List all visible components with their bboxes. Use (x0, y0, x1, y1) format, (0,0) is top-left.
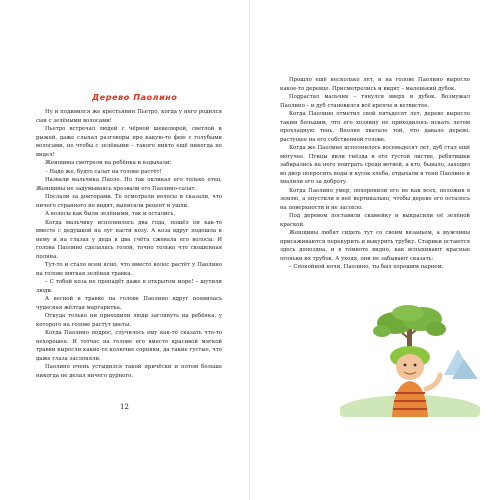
face (396, 354, 424, 380)
paragraph: Ну и подивился же крестьянин Пьетро, когда у него родился сын с зелёными волосами! (36, 109, 222, 124)
paragraph: Женщины смотрели на ребёнка и вздыхали: (45, 160, 172, 166)
striped-shirt (392, 381, 428, 417)
paragraph: Когда же Паолино исполнилось восемьдесят лет, дуб стал ещё могучее. Птицы вили гнёзда в его густой листве, ребятишки забирались на него поиграть среди ветвей, а кто, бывало, заходил во двор попросить воды и кусок хлеба, отдыхали в тени Паолино и хвалили его за доброту. (280, 145, 470, 185)
right-page (250, 0, 500, 500)
page-number: 12 (120, 403, 129, 411)
paragraph: Прошло ещё несколько лет, и на голове Паолино выросло какое-то деревце. Присмотрелись и видят – маленький дубок. (280, 77, 470, 92)
paragraph: Подрастал мальчик – тянулся вверх и дубок. Возмужал Паолино – и дуб становился всё крепче и ветвистее. (280, 94, 470, 109)
paragraph: А волосы как были зелёными, так и остались. (45, 211, 176, 217)
boy-with-tree-on-head-icon (340, 305, 480, 417)
paragraph: Паолино очень устыдился такой причёски и потом больше никогда не делал ничего дурного. (36, 364, 222, 379)
paragraph: Под деревом поставили скамейку и выкрасили её зелёной краской. (280, 213, 470, 228)
paragraph: Тут-то и стало всем ясно, что вместо волос растёт у Паолино на голове мягкая зелёная травка. (36, 262, 222, 277)
story-title: Дерево Паолино (92, 93, 178, 102)
paragraph: Назвали мальчика Паоло. Но так окликал его только отец. Женщины не задумываясь прозвали его Паолино-салат. (36, 177, 222, 192)
arm (426, 375, 440, 389)
paragraph: А весной в травке на голове Паолино вдруг появилась чудесная жёлтая маргаритка. (36, 296, 222, 311)
left-page-text (36, 108, 222, 380)
paragraph: Когда Паолино умер, похоронили его не как всех, положив в землю, а опустили в неё вертикально, чтобы дерево его осталось на поверхности и не засохло. (280, 187, 470, 211)
paragraph: Послали за докторами. Те осмотрели волосы и сказали, что ничего странного не видят, выписали рецепт и ушли. (36, 194, 222, 209)
paragraph: Когда мальчику исполнилось два года, пошёл он как-то вместе с дедушкой на луг пасти козу. А коза вдруг подошла к нему и на глазах у деда в два счёта сжевала его волосы. И голова Паолино сделалась голой, точно только что скошенная поляна. (36, 219, 222, 260)
paragraph: Пьетро встречал людей с чёрной шевелюрой, светлой и рыжей, даже слыхал разговоры про какую-то фею с голубыми волосами, но чтобы с зелёными – такого никто ещё никогда не видел! (36, 126, 222, 158)
paragraph: Женщины любят сидеть тут со своим вязаньем, а мужчины присаживаются перекурить и выкурить трубку. Старики остаются здесь допоздна, и в темноте видно, как вспыхивают красные огоньки их трубок. А уходя, они не забывают сказать: (280, 230, 470, 262)
right-page-text (280, 76, 470, 272)
paragraph: Когда Паолино подрос, случилось ему как-то сказать что-то нехорошее. И тотчас на голове его вместо красивой мягкой травки выросли какие-то колючие сорняки, да такие густые, что даже глаза заслоняли. (36, 330, 222, 362)
paragraph: – С тобой коза не пропадёт даже в открытом море! – шутили люди. (36, 279, 222, 294)
paragraph: – Спокойной ночи, Паолино, ты был хорошим парнем. (289, 264, 444, 270)
paragraph: Откуда только ни приходили люди заглянуть на ребёнка, у которого на голове растут цветы. (36, 313, 222, 328)
paragraph: – Надо же, будто салат на голове растёт! (45, 168, 162, 175)
paragraph: Когда Паолино отметил свой пятьдесят лет, дерево выросло таким большим, что его хозяину не приходилось искать летом прохладную тень. Вполне хватало той, что давало дерево, растущее на его собственной голове. (280, 111, 470, 143)
